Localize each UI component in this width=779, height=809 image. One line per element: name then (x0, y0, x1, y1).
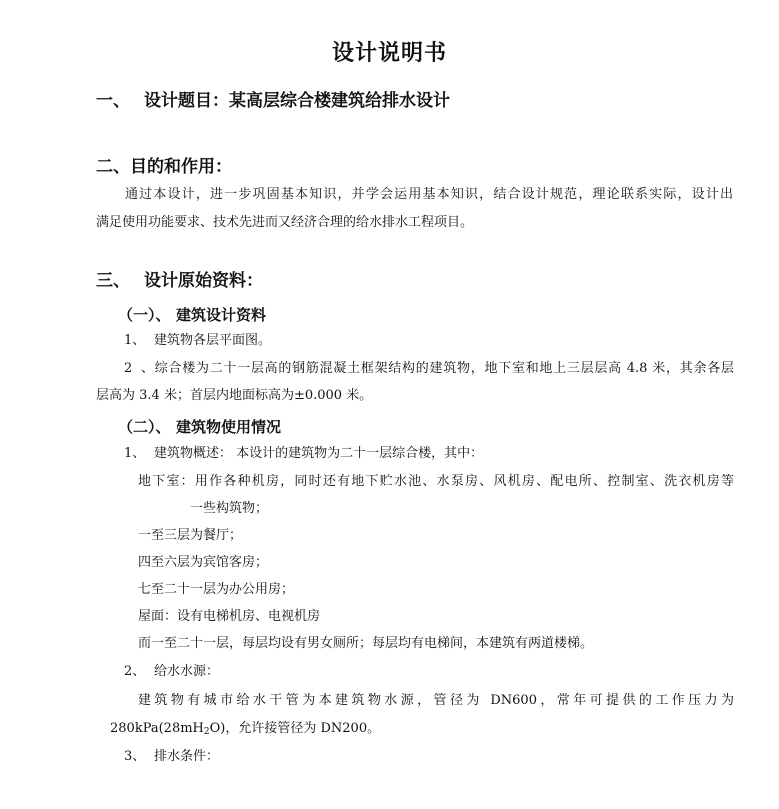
section-2-heading: 二、目的和作用： (96, 157, 232, 177)
water-source-pressure-post: O)，允许接管径为 DN200。 (209, 721, 381, 736)
sub2-item-3-text: 排水条件： (154, 749, 220, 764)
sub2-item-1-text: 建筑物概述： 本设计的建筑物为二十一层综合楼，其中： (154, 446, 484, 461)
subsection-2-number: （二）、 (118, 418, 171, 436)
subsection-1-number: （一）、 (118, 306, 171, 324)
sub2-item-3-number: 3、 (124, 749, 146, 764)
sub2-item-3 (124, 747, 219, 767)
sub1-item-2-text-line-1: 综合楼为二十一层高的钢筋混凝土框架结构的建筑物，地下室和地上三层层高 4.8 米，其余各层 (154, 361, 734, 376)
subsection-1-heading (118, 304, 266, 325)
sub1-item-2-line-1 (124, 359, 734, 379)
sub2-item-2-text: 给水水源： (154, 664, 220, 679)
water-source-line-1: 建筑物有城市给水干管为本建筑物水源，管径为 DN600，常年可提供的工作压力为 (138, 693, 734, 708)
sub2-item-1-number: 1、 (124, 446, 146, 461)
sub1-item-1-number: 1、 (124, 333, 146, 348)
sub2-item-2-number: 2、 (124, 664, 146, 679)
subsection-2-heading (118, 416, 281, 437)
sub1-item-1 (124, 331, 271, 351)
section-1-text: 设计题目：某高层综合楼建筑给排水设计 (144, 91, 450, 111)
floors-4-6: 四至六层为宾馆客房； (138, 555, 269, 570)
water-source-line-2 (110, 719, 380, 739)
roof-line: 屋面：设有电梯机房、电视机房 (138, 609, 321, 624)
sub1-item-1-text: 建筑物各层平面图。 (154, 333, 272, 348)
sub2-item-2 (124, 662, 219, 682)
section-3-number: 三、 (96, 271, 130, 291)
basement-line-1: 地下室：用作各种机房，同时还有地下贮水池、水泵房、风机房、配电所、控制室、洗衣机房等 (138, 474, 734, 489)
section-2-paragraph-line-1: 通过本设计，进一步巩固基本知识，并学会运用基本知识，结合设计规范，理论联系实际，设计出 (125, 187, 733, 202)
floors-1-3: 一至三层为餐厅； (138, 528, 243, 543)
section-3-text: 设计原始资料： (144, 271, 263, 291)
sub1-item-2-number: 2、 (124, 361, 154, 376)
section-2-paragraph-line-2: 满足使用功能要求、技术先进而又经济合理的给水排水工程项目。 (96, 215, 474, 230)
section-1-number: 一、 (96, 91, 130, 111)
floors-7-21: 七至二十一层为办公用房； (138, 582, 295, 597)
basement-line-2: 一些构筑物； (190, 501, 269, 516)
sub1-item-2-line-2: 层高为 3.4 米；首层内地面标高为±0.000 米。 (96, 388, 373, 403)
section-3-heading (96, 266, 263, 291)
restroom-note: 而一至二十一层，每层均设有男女厕所；每层均有电梯间，本建筑有两道楼梯。 (138, 636, 594, 651)
water-source-pressure-sub: 2 (203, 727, 210, 737)
section-1-heading (96, 86, 450, 111)
subsection-2-text: 建筑物使用情况 (176, 418, 282, 436)
subsection-1-text: 建筑设计资料 (176, 306, 267, 324)
water-source-pressure-pre: 280kPa(28mH (110, 721, 204, 736)
sub2-item-1 (124, 444, 483, 464)
document-title: 设计说明书 (331, 40, 447, 66)
